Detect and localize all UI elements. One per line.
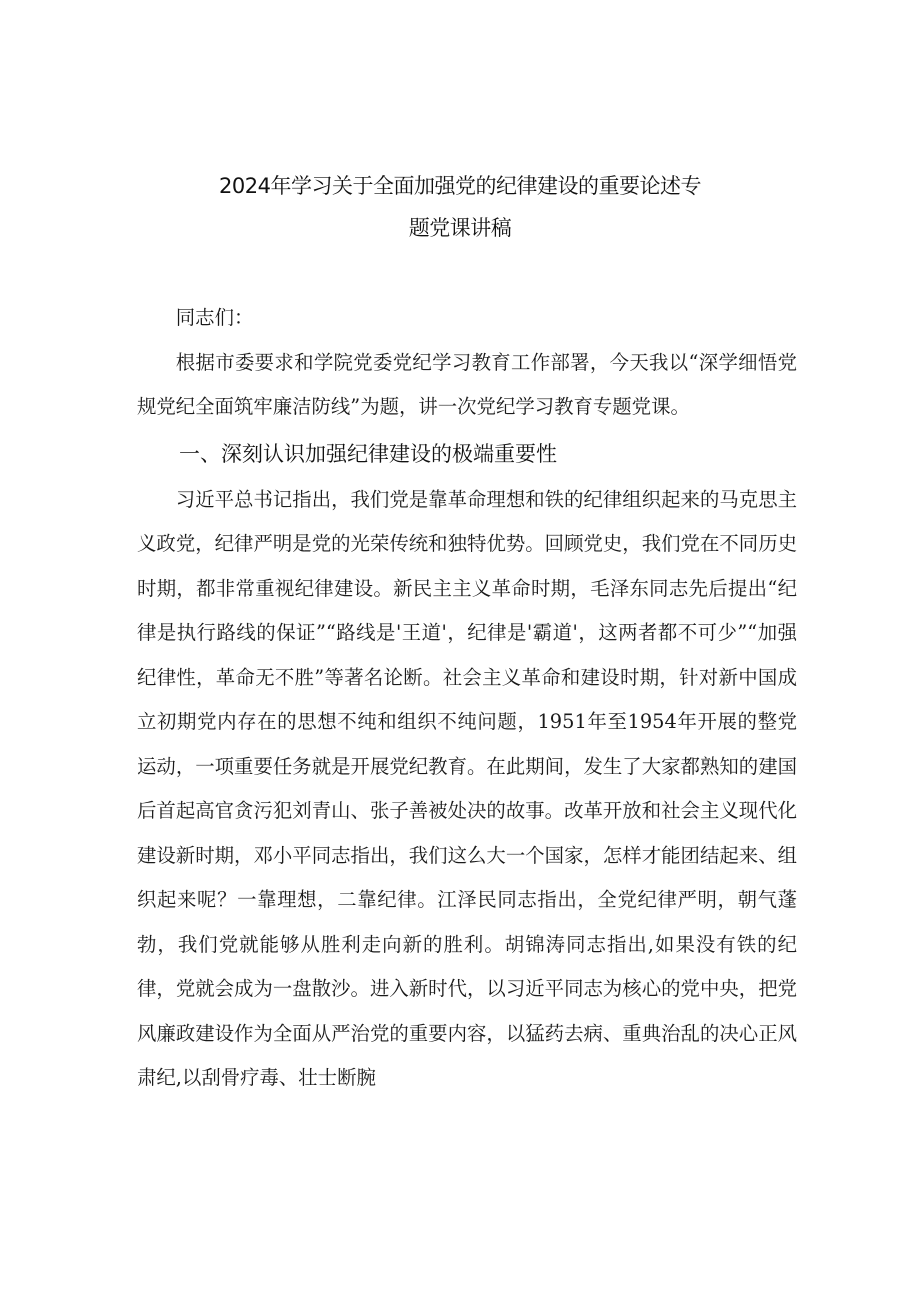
document-title-line-1: 2024年学习关于全面加强党的纪律建设的重要论述专 (219, 174, 701, 198)
section-1-paragraph: 习近平总书记指出，我们党是靠革命理想和铁的纪律组织起来的马克思主义政党，纪律严明是党的光荣传统和独特优势。回顾党史，我们党在不同历史时期，都非常重视纪律建设。新民主主义革命时期，毛泽东同志先后提出“纪律是执行路线的保证”“路线是'王道'，纪律是'霸道'，这两者都不可少”“加强纪律性，革命无不胜”等著名论断。社会主义革命和建设时期，针对新中国成立初期党内存在的思想不纯和组织不纯问题，1951年至1954年开展的整党运动，一项重要任务就是开展党纪教育。在此期间，发生了大家都熟知的建国后首起高官贪污犯刘青山、张子善被处决的故事。改革开放和社会主义现代化建设新时期，邓小平同志指出，我们这么大一个国家，怎样才能团结起来、组织起来呢？一靠理想，二靠纪律。江泽民同志指出，全党纪律严明，朝气蓬勃，我们党就能够从胜利走向新的胜利。胡锦涛同志指出,如果没有铁的纪律，党就会成为一盘散沙。进入新时代，以习近平同志为核心的党中央，把党风廉政建设作为全面从严治党的重要内容，以猛药去病、重典治乱的决心正风肃纪,以刮骨疗毒、壮士断腕 (137, 487, 797, 1089)
salutation: 同志们： (175, 306, 254, 329)
section-heading-1: 一、深刻认识加强纪律建设的极端重要性 (179, 441, 557, 466)
intro-paragraph: 根据市委要求和学院党委党纪学习教育工作部署，今天我以“深学细悟党规党纪全面筑牢廉洁防线”为题，讲一次党纪学习教育专题党课。 (137, 350, 797, 418)
document-body (137, 296, 797, 1101)
document-title-line-2: 题党课讲稿 (408, 216, 512, 240)
